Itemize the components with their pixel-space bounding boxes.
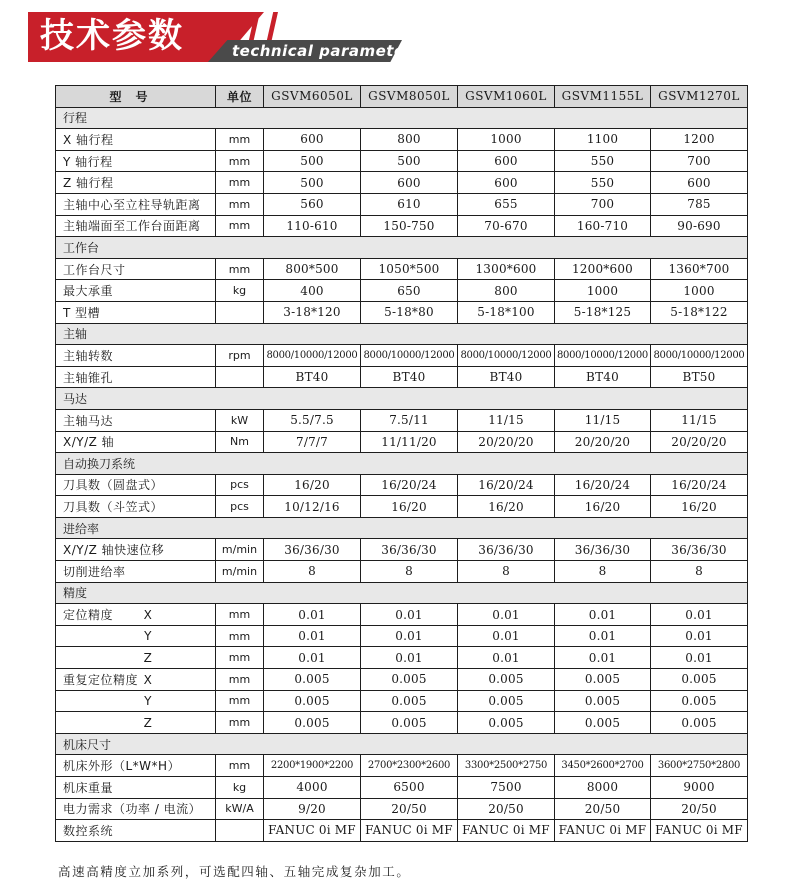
spec-value: 1100 [555,129,651,151]
spec-value: 0.005 [555,669,651,691]
spec-value: 20/50 [361,798,458,820]
spec-value: 0.01 [458,604,555,626]
spec-unit: kW/A [216,798,264,820]
spec-label: X/Y/Z 轴快速位移 [56,539,216,561]
section-row [56,453,748,475]
spec-value: 2200*1900*2200 [264,755,361,777]
spec-value: 0.005 [361,712,458,734]
spec-value: 800 [361,129,458,151]
spec-row [56,431,748,453]
header-model: GSVM1270L [651,86,748,108]
spec-unit: rpm [216,345,264,367]
spec-unit: mm [216,150,264,172]
spec-row [56,604,748,626]
spec-table-body [56,107,748,841]
spec-unit: mm [216,690,264,712]
spec-value: 500 [264,172,361,194]
header-row [56,86,748,108]
spec-label [56,647,216,669]
spec-unit: mm [216,129,264,151]
spec-value: 160-710 [555,215,651,237]
spec-value: 0.01 [264,647,361,669]
spec-value: 11/11/20 [361,431,458,453]
spec-row [56,215,748,237]
spec-value: 3300*2500*2750 [458,755,555,777]
spec-value: 150-750 [361,215,458,237]
spec-value: 600 [651,172,748,194]
spec-value: 0.005 [264,669,361,691]
spec-unit: mm [216,712,264,734]
spec-value: 16/20/24 [555,474,651,496]
spec-value: 4000 [264,777,361,799]
spec-value: 0.01 [555,647,651,669]
section-row [56,237,748,259]
spec-value: 400 [264,280,361,302]
spec-row [56,539,748,561]
spec-label-prefix: 定位精度 [63,608,114,623]
spec-axis: Y [144,693,152,708]
spec-axis: X [143,608,153,623]
spec-value: BT40 [555,366,651,388]
spec-value: 16/20/24 [458,474,555,496]
spec-value: 7500 [458,777,555,799]
spec-label: Z 轴行程 [56,172,216,194]
spec-value: 0.01 [651,647,748,669]
spec-value: 550 [555,150,651,172]
spec-row [56,193,748,215]
spec-value: 0.005 [458,712,555,734]
spec-value: 90-690 [651,215,748,237]
header-banner [0,0,800,64]
spec-value: 0.005 [458,690,555,712]
spec-value: 500 [264,150,361,172]
section-title: 进给率 [56,517,748,539]
spec-value: 600 [264,129,361,151]
spec-row [56,258,748,280]
spec-unit: kg [216,777,264,799]
spec-label: 工作台尺寸 [56,258,216,280]
spec-value: 36/36/30 [555,539,651,561]
spec-label [56,604,216,626]
spec-value: 0.005 [361,690,458,712]
spec-value: 500 [361,150,458,172]
spec-unit: mm [216,193,264,215]
spec-row [56,625,748,647]
spec-label: 机床外形（L*W*H） [56,755,216,777]
spec-value: 600 [361,172,458,194]
spec-value: 36/36/30 [651,539,748,561]
spec-unit: pcs [216,496,264,518]
header-model: GSVM6050L [264,86,361,108]
spec-value: 785 [651,193,748,215]
spec-value: 8 [555,561,651,583]
spec-value: 0.005 [458,669,555,691]
spec-value: 16/20 [651,496,748,518]
spec-unit: pcs [216,474,264,496]
spec-unit: mm [216,755,264,777]
spec-unit: mm [216,647,264,669]
spec-label: 主轴转数 [56,345,216,367]
section-title: 马达 [56,388,748,410]
spec-value: 2700*2300*2600 [361,755,458,777]
spec-value: 3450*2600*2700 [555,755,651,777]
spec-row [56,647,748,669]
spec-value: 8000/10000/12000 [458,345,555,367]
spec-label: 电力需求（功率 / 电流） [56,798,216,820]
section-title: 精度 [56,582,748,604]
spec-row [56,150,748,172]
spec-value: 0.01 [651,625,748,647]
header-model: GSVM8050L [361,86,458,108]
spec-value: 5-18*100 [458,301,555,323]
header-model-label: 型号 [56,86,216,108]
spec-value: 0.01 [361,647,458,669]
spec-row [56,669,748,691]
spec-label [56,690,216,712]
spec-value: 36/36/30 [458,539,555,561]
spec-label: 主轴端面至工作台面距离 [56,215,216,237]
spec-row [56,820,748,842]
spec-value: 650 [361,280,458,302]
spec-row [56,798,748,820]
spec-label-prefix: 重复定位精度 [63,672,139,687]
spec-value: 11/15 [458,409,555,431]
spec-value: 550 [555,172,651,194]
spec-axis: Z [143,650,153,665]
spec-label: 刀具数（圆盘式） [56,474,216,496]
spec-value: FANUC 0i MF [555,820,651,842]
spec-value: 3-18*120 [264,301,361,323]
section-row [56,323,748,345]
spec-value: 1000 [458,129,555,151]
spec-value: 20/20/20 [555,431,651,453]
spec-value: 600 [458,172,555,194]
spec-row [56,345,748,367]
spec-value: 8000 [555,777,651,799]
spec-row [56,280,748,302]
spec-value: 16/20 [264,474,361,496]
spec-unit: m/min [216,539,264,561]
spec-value: 7/7/7 [264,431,361,453]
spec-value: 8 [361,561,458,583]
spec-value: 11/15 [651,409,748,431]
spec-value: 0.01 [458,625,555,647]
spec-unit [216,820,264,842]
section-row [56,733,748,755]
spec-value: 0.005 [264,712,361,734]
spec-value: BT50 [651,366,748,388]
section-title: 行程 [56,107,748,129]
spec-value: 5-18*125 [555,301,651,323]
spec-value: 9/20 [264,798,361,820]
spec-unit [216,301,264,323]
spec-label: X 轴行程 [56,129,216,151]
spec-value: 0.005 [361,669,458,691]
spec-value: 700 [651,150,748,172]
spec-value: 9000 [651,777,748,799]
spec-axis: X [143,672,153,687]
spec-row [56,496,748,518]
spec-unit [216,366,264,388]
spec-unit: mm [216,172,264,194]
spec-label: T 型槽 [56,301,216,323]
section-title: 工作台 [56,237,748,259]
spec-value: 0.01 [264,625,361,647]
spec-value: 20/50 [651,798,748,820]
spec-label: 主轴马达 [56,409,216,431]
spec-row [56,561,748,583]
spec-unit: mm [216,215,264,237]
spec-value: 0.005 [555,712,651,734]
spec-value: 70-670 [458,215,555,237]
spec-value: 1200 [651,129,748,151]
spec-label: Y 轴行程 [56,150,216,172]
spec-value: 7.5/11 [361,409,458,431]
spec-value: 800*500 [264,258,361,280]
section-row [56,517,748,539]
spec-value: 0.005 [264,690,361,712]
spec-value: 1200*600 [555,258,651,280]
spec-row [56,690,748,712]
page-subtitle: technical parameter [232,42,413,60]
spec-value: 0.005 [651,712,748,734]
spec-row [56,409,748,431]
spec-value: 0.005 [651,669,748,691]
section-row [56,388,748,410]
spec-label: 主轴中心至立柱导轨距离 [56,193,216,215]
spec-value: BT40 [361,366,458,388]
spec-value: 20/50 [555,798,651,820]
spec-unit: mm [216,604,264,626]
spec-unit: mm [216,625,264,647]
header-model: GSVM1060L [458,86,555,108]
spec-value: BT40 [264,366,361,388]
spec-value: 5-18*122 [651,301,748,323]
footnote: 高速高精度立加系列，可选配四轴、五轴完成复杂加工。 [58,864,411,879]
spec-axis: Z [143,715,153,730]
spec-value: 16/20/24 [651,474,748,496]
spec-unit: mm [216,258,264,280]
spec-value: 1050*500 [361,258,458,280]
section-row [56,582,748,604]
spec-value: 3600*2750*2800 [651,755,748,777]
spec-value: 0.01 [651,604,748,626]
spec-row [56,474,748,496]
section-row [56,107,748,129]
spec-label: 主轴锥孔 [56,366,216,388]
spec-value: 8 [458,561,555,583]
spec-value: 5.5/7.5 [264,409,361,431]
spec-value: 1360*700 [651,258,748,280]
spec-value: 16/20/24 [361,474,458,496]
spec-value: FANUC 0i MF [264,820,361,842]
spec-value: 655 [458,193,555,215]
spec-row [56,777,748,799]
spec-value: 1000 [555,280,651,302]
spec-row [56,755,748,777]
spec-value: 8000/10000/12000 [651,345,748,367]
spec-unit: mm [216,669,264,691]
spec-value: 16/20 [361,496,458,518]
page-title: 技术参数 [40,16,184,56]
spec-axis: Y [144,629,152,644]
spec-label: 数控系统 [56,820,216,842]
spec-value: FANUC 0i MF [458,820,555,842]
spec-value: 110-610 [264,215,361,237]
spec-row [56,366,748,388]
spec-value: 1000 [651,280,748,302]
spec-unit: kW [216,409,264,431]
spec-value: 0.005 [555,690,651,712]
spec-label: 最大承重 [56,280,216,302]
spec-value: 0.01 [361,625,458,647]
section-title: 自动换刀系统 [56,453,748,475]
spec-row [56,129,748,151]
spec-value: 0.01 [555,604,651,626]
spec-label [56,669,216,691]
header-unit-label: 单位 [216,86,264,108]
spec-value: 1300*600 [458,258,555,280]
spec-value: BT40 [458,366,555,388]
section-title: 主轴 [56,323,748,345]
spec-row [56,301,748,323]
spec-value: 800 [458,280,555,302]
spec-value: 8000/10000/12000 [555,345,651,367]
spec-value: 560 [264,193,361,215]
spec-label: 切削进给率 [56,561,216,583]
spec-value: 8 [651,561,748,583]
spec-unit: Nm [216,431,264,453]
spec-value: 20/20/20 [458,431,555,453]
spec-label: 刀具数（斗笠式） [56,496,216,518]
spec-value: 11/15 [555,409,651,431]
spec-value: 20/20/20 [651,431,748,453]
spec-value: 0.01 [555,625,651,647]
spec-value: 0.01 [458,647,555,669]
spec-value: 700 [555,193,651,215]
spec-value: 0.005 [651,690,748,712]
spec-table-head [56,86,748,108]
header-model: GSVM1155L [555,86,651,108]
spec-value: 6500 [361,777,458,799]
spec-value: 5-18*80 [361,301,458,323]
spec-value: 16/20 [458,496,555,518]
spec-value: FANUC 0i MF [361,820,458,842]
spec-value: 20/50 [458,798,555,820]
spec-value: 8000/10000/12000 [361,345,458,367]
spec-unit: kg [216,280,264,302]
spec-value: 16/20 [555,496,651,518]
spec-value: 600 [458,150,555,172]
spec-label [56,625,216,647]
spec-value: 36/36/30 [361,539,458,561]
spec-value: 8 [264,561,361,583]
spec-row [56,172,748,194]
spec-unit: m/min [216,561,264,583]
spec-label: X/Y/Z 轴 [56,431,216,453]
spec-value: 36/36/30 [264,539,361,561]
spec-row [56,712,748,734]
spec-label [56,712,216,734]
spec-value: FANUC 0i MF [651,820,748,842]
spec-value: 0.01 [264,604,361,626]
spec-value: 10/12/16 [264,496,361,518]
section-title: 机床尺寸 [56,733,748,755]
spec-value: 8000/10000/12000 [264,345,361,367]
spec-label: 机床重量 [56,777,216,799]
spec-table [55,85,748,842]
spec-value: 610 [361,193,458,215]
spec-value: 0.01 [361,604,458,626]
